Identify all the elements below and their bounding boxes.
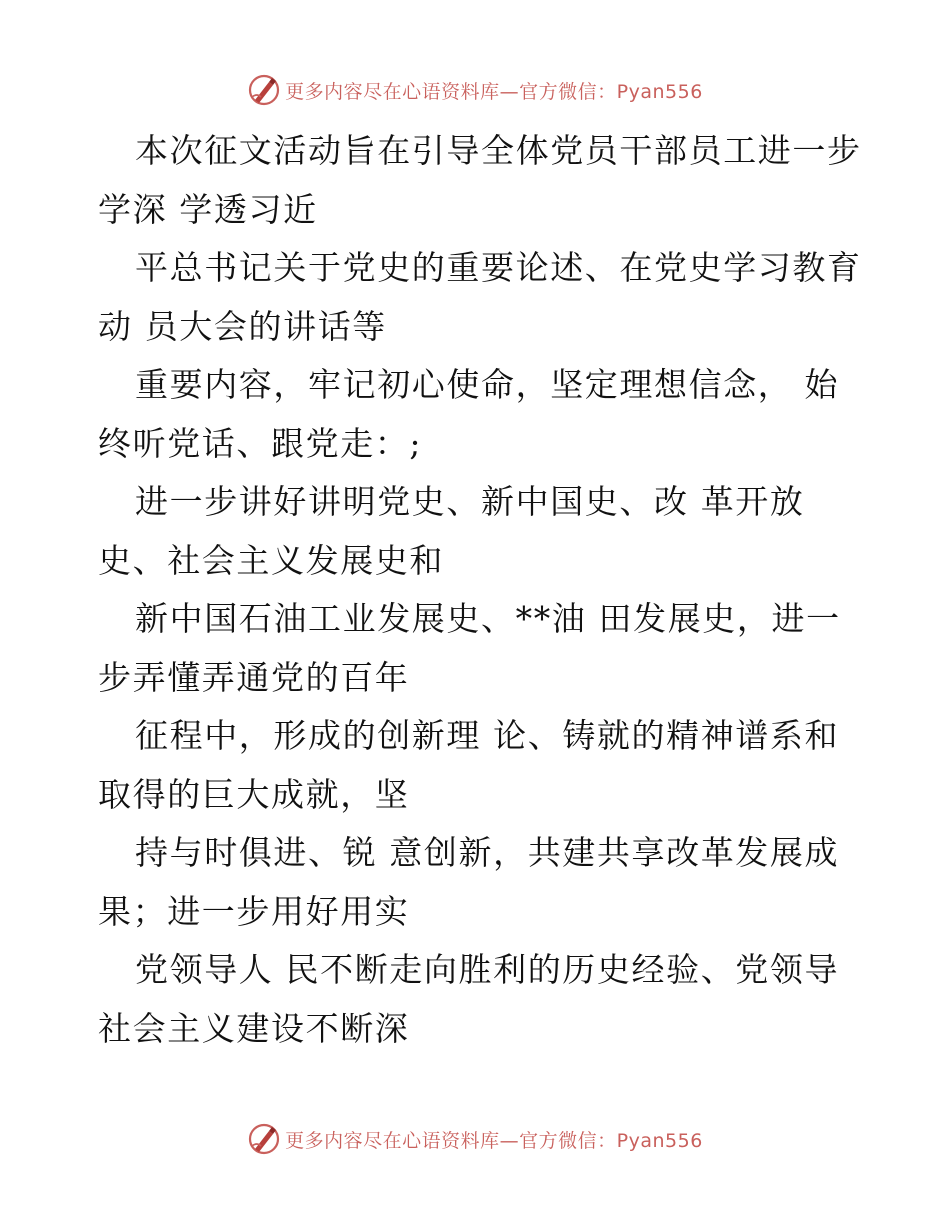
- pen-logo-icon: [247, 73, 281, 107]
- text-line: 持与时俱进、锐 意创新，共建共享改革发展成: [135, 833, 840, 872]
- text-line: 取得的巨大成就，坚: [98, 774, 410, 814]
- footer-banner-text: 更多内容尽在心语资料库—官方微信：Pyan556: [285, 1129, 703, 1152]
- text-line: 学深 学透习近: [98, 189, 318, 229]
- text-line: 史、社会主义发展史和: [98, 540, 444, 580]
- text-line: 进一步讲好讲明党史、新中国史、改 革开放: [135, 482, 805, 521]
- header-banner-text: 更多内容尽在心语资料库—官方微信：Pyan556: [285, 80, 703, 103]
- text-line: 新中国石油工业发展史、**油 田发展史，进一: [135, 599, 841, 638]
- text-line: 本次征文活动旨在引导全体党员干部员工进一步: [135, 131, 862, 170]
- text-line: 平总书记关于党史的重要论述、在党史学习教育: [135, 248, 862, 287]
- text-line: 步弄懂弄通党的百年: [98, 657, 410, 697]
- text-line: 果；进一步用好用实: [98, 891, 410, 931]
- text-line: 重要内容，牢记初心使命，坚定理想信念， 始: [135, 365, 840, 404]
- body-text: [98, 122, 862, 1058]
- text-line: 终听党话、跟党走：;: [98, 423, 423, 463]
- text-line: 动 员大会的讲话等: [98, 306, 387, 346]
- footer-banner: [0, 1119, 950, 1159]
- text-line: 征程中，形成的创新理 论、铸就的精神谱系和: [135, 716, 840, 755]
- header-banner: [0, 70, 950, 110]
- pen-logo-icon: [247, 1122, 281, 1156]
- text-line: 党领导人 民不断走向胜利的历史经验、党领导: [135, 950, 840, 989]
- text-line: 社会主义建设不断深: [98, 1008, 410, 1048]
